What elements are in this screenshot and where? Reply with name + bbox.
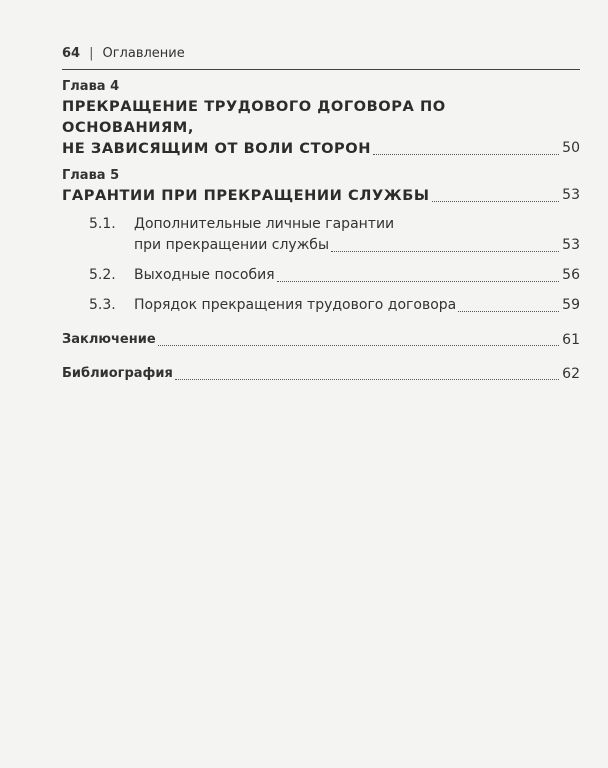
chapter-4-page: 50: [562, 140, 580, 156]
toc-chapter-5: [62, 167, 580, 316]
section-5-2-title: Выходные пособия: [134, 267, 275, 283]
conclusion-title: Заключение: [62, 332, 156, 347]
toc-chapter-4: [62, 78, 580, 159]
header-rule: [62, 69, 580, 70]
chapter-5-title-row: [62, 185, 580, 206]
section-5-1-title-line2: при прекращении службы: [134, 237, 329, 253]
toc-section-5-3: [89, 295, 580, 316]
dot-leader: [331, 251, 559, 252]
section-5-2-page: 56: [562, 267, 580, 283]
section-5-1-title-line1: Дополнительные личные гарантии: [134, 216, 395, 232]
section-5-3-row: [134, 295, 580, 316]
toc-bibliography: [62, 364, 580, 384]
section-number: 5.3.: [89, 297, 116, 313]
toc-section-5-2: [89, 265, 580, 286]
section-5-1-row: [134, 235, 580, 256]
toc-conclusion: [62, 330, 580, 350]
section-title: Оглавление: [102, 46, 185, 61]
dot-leader: [175, 379, 559, 380]
conclusion-page: 61: [562, 332, 580, 348]
bibliography-title: Библиография: [62, 366, 173, 381]
chapter-5-title: ГАРАНТИИ ПРИ ПРЕКРАЩЕНИИ СЛУЖБЫ: [62, 187, 430, 204]
dot-leader: [458, 311, 559, 312]
chapter-5-page: 53: [562, 187, 580, 203]
toc-section-5-1: [89, 214, 580, 256]
header-separator: |: [89, 46, 94, 61]
dot-leader: [373, 154, 559, 155]
chapter-5-label: Глава 5: [62, 168, 120, 183]
chapter-4-title-line1: ПРЕКРАЩЕНИЕ ТРУДОВОГО ДОГОВОРА ПО ОСНОВАНИЯМ,: [62, 98, 446, 136]
section-5-1-page: 53: [562, 237, 580, 253]
section-5-3-page: 59: [562, 297, 580, 313]
section-number: 5.1.: [89, 216, 116, 232]
running-head: [62, 46, 580, 61]
dot-leader: [158, 345, 560, 346]
chapter-4-title-line2: НЕ ЗАВИСЯЩИМ ОТ ВОЛИ СТОРОН: [62, 140, 371, 157]
dot-leader: [432, 201, 560, 202]
page-number: 64: [62, 46, 81, 61]
section-5-2-row: [134, 265, 580, 286]
section-5-3-title: Порядок прекращения трудового договора: [134, 297, 457, 313]
chapter-4-title-row: [62, 138, 580, 159]
chapter-4-label: Глава 4: [62, 79, 120, 94]
dot-leader: [277, 281, 560, 282]
section-number: 5.2.: [89, 267, 116, 283]
bibliography-page: 62: [562, 366, 580, 382]
table-of-contents: [62, 78, 580, 384]
